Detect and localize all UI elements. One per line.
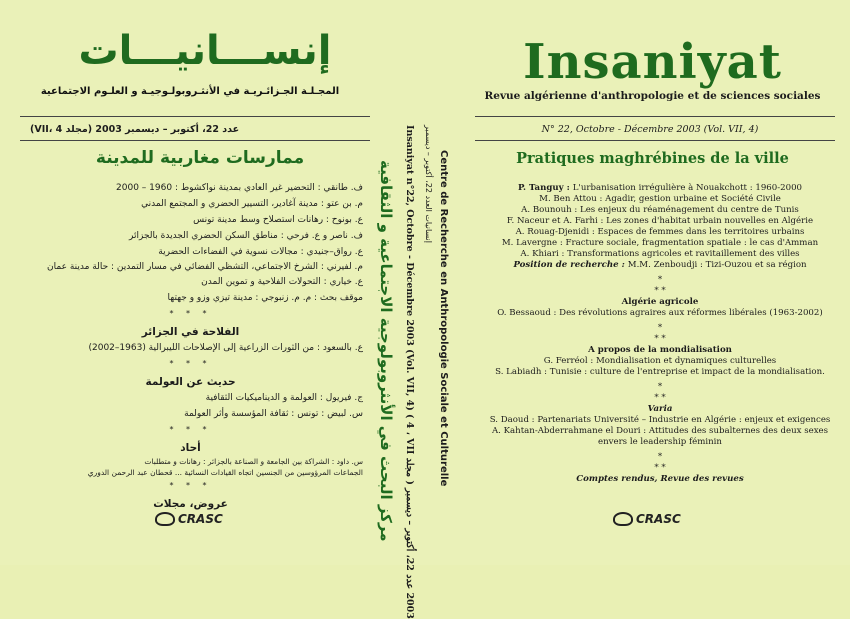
french-theme-title: Pratiques maghrébines de la ville xyxy=(516,150,789,167)
list-item: ع. بونوح : رهانات استصلاح وسط مدينة تونس xyxy=(193,215,363,225)
list-item: س. داود : الشراكة بين الجامعة و الصناعة بالجزائر : رهانات و متطلبات xyxy=(144,457,363,466)
separator-star: * xyxy=(657,452,663,462)
arabic-title: إنســـانيـــات xyxy=(78,28,332,74)
french-issue: N° 22, Octobre - Décembre 2003 (Vol. VII, 4) xyxy=(541,124,759,135)
separator-stars: * * * xyxy=(169,425,212,434)
list-item: A. Bounouh : Les enjeux du réaménagement du centre de Tunis xyxy=(521,205,799,215)
list-item: A. Khiari : Transformations agricoles et ravitaillement des villes xyxy=(520,249,800,259)
list-item: ع. خياري : التحولات الفلاحية و تموين المدن xyxy=(201,277,363,287)
section-heading: عروض، مجلات xyxy=(153,498,228,510)
separator-star: * * xyxy=(654,393,666,403)
list-item: envers le leadership féminin xyxy=(598,437,722,447)
french-subtitle: Revue algérienne d'anthropologie et de sciences sociales xyxy=(484,90,821,102)
arabic-section-title: ممارسات مغاربية للمدينة xyxy=(95,148,305,168)
separator-star: * * xyxy=(654,286,666,296)
separator-star: * xyxy=(657,323,663,333)
french-cover xyxy=(455,0,850,565)
french-contents xyxy=(475,183,845,485)
logo-swirl-icon xyxy=(613,512,633,526)
section-heading: حديث عن العولمة xyxy=(145,376,236,388)
section-heading: Comptes rendus, Revue des revues xyxy=(576,474,744,484)
list-item: M. Lavergne : Fracture sociale, fragmentation spatiale : le cas d'Amman xyxy=(501,238,819,248)
divider xyxy=(20,116,370,117)
divider xyxy=(475,140,835,141)
crasc-logo xyxy=(613,512,681,526)
crasc-logo xyxy=(155,512,223,526)
section-heading: Varia xyxy=(647,404,673,414)
list-item: M. Ben Attou : Agadir, gestion urbaine et Société Civile xyxy=(539,194,781,204)
list-item: S. Daoud : Partenariats Université – Industrie en Algérie : enjeux et exigences xyxy=(489,415,831,425)
list-item: O. Bessaoud : Des révolutions agraires aux réformes libérales (1963-2002) xyxy=(497,308,823,318)
list-item: الجماعات المرؤوسين من الجنسين اتجاه القيادات النسائية ... قحطان عبد الرحمن الدوري xyxy=(87,468,363,477)
list-item: P. Tanguy : L'urbanisation irrégulière à Nouakchott : 1960-2000 xyxy=(517,183,803,193)
logo-text: CRASC xyxy=(636,512,681,526)
separator-star: * xyxy=(657,275,663,285)
arabic-contents xyxy=(18,180,363,512)
arabic-subtitle: المجـلـة الجـزائـريـة في الأنثـروبولـوجيـة و العلـوم الاجتماعية xyxy=(40,86,340,97)
separator-star: * * xyxy=(654,334,666,344)
spine-arabic-center: مركز البحث في الأنثروبولوجية الاجتماعية و الثقافية xyxy=(377,160,395,542)
section-heading: الفلاحة في الجزائر xyxy=(141,326,240,338)
arabic-cover xyxy=(0,0,405,565)
list-item: A. Kahtan-Abderrahmane el Douri : Attitudes des subalternes des deux sexes xyxy=(491,426,829,436)
divider xyxy=(20,140,370,141)
separator-stars: * * * xyxy=(169,309,212,318)
list-item: س. لبيض : تونس : ثقافة المؤسسة وأثر العولمة xyxy=(184,409,363,419)
list-item: موقف بحث : م. م. زنبوجي : مدينة تيزي وزو و جهتها xyxy=(167,293,363,303)
spine xyxy=(374,0,454,619)
list-item: S. Labiadh : Tunisie : culture de l'entreprise et impact de la mondialisation. xyxy=(495,367,825,377)
separator-star: * * xyxy=(654,463,666,473)
list-item: ف. طانقي : التحضير غير العادي بمدينة نواكشوط : 1960 – 2000 xyxy=(116,183,363,193)
section-heading: A propos de la mondialisation xyxy=(588,345,732,355)
section-heading: أحاد xyxy=(180,442,201,454)
list-item: A. Rouag-Djenidi : Espaces de femmes dans les territoires urbains xyxy=(515,227,805,237)
spine-arabic-issue: إنسانيات العدد 22، أكتوبر – ديسمبر xyxy=(424,125,433,243)
list-item: F. Naceur et A. Farhi : Les zones d'habitat urbain nouvelles en Algérie xyxy=(506,216,814,226)
list-item: م. بن عتو : مدينة آغادير، التسيير الحضري و المجتمع المدني xyxy=(141,199,363,209)
list-item: ع. رواق–جنيدي : مجالات نسوية في الفضاءات الحضرية xyxy=(158,247,363,257)
logo-text: CRASC xyxy=(178,512,223,526)
divider xyxy=(475,116,835,117)
french-title: Insaniyat xyxy=(523,34,782,90)
spine-issue: Insaniyat n°22, Octobre - Décembre 2003 (Vol. VII, 4) ( 4 ، VII مجلد ) 2003 عدد 22، أكتوبر – ديسمبر xyxy=(404,125,415,619)
list-item: م. لفيرني : الشرخ الاجتماعي، التشظي الفضائي في مسار التمدين : حالة مدينة عمان xyxy=(47,262,363,272)
list-item: G. Ferréol : Mondialisation et dynamiques culturelles xyxy=(543,356,777,366)
separator-star: * xyxy=(657,382,663,392)
list-item: ج. فيريول : العولمة و الديناميكيات الثقافية xyxy=(205,393,363,403)
list-item: ع. بالسعود : من الثورات الزراعية إلى الإصلاحات الليبرالية (1963–2002) xyxy=(88,343,363,353)
section-heading: Algérie agricole xyxy=(621,297,699,307)
separator-stars: * * * xyxy=(169,359,212,368)
spine-french-center: Centre de Recherche en Anthropologie Sociale et Culturelle xyxy=(438,150,449,487)
separator-stars: * * * xyxy=(169,481,212,490)
arabic-issue: عدد 22، أكتوبر – ديسمبر 2003 (مجلد VII، 4) xyxy=(30,124,240,135)
list-item: Position de recherche : M.M. Zenboudji : Tizi-Ouzou et sa région xyxy=(513,260,807,270)
list-item: ف. ناصر و ع. فرحي : مناطق السكن الحضري الجديدة بالجزائر xyxy=(129,231,363,241)
logo-swirl-icon xyxy=(155,512,175,526)
